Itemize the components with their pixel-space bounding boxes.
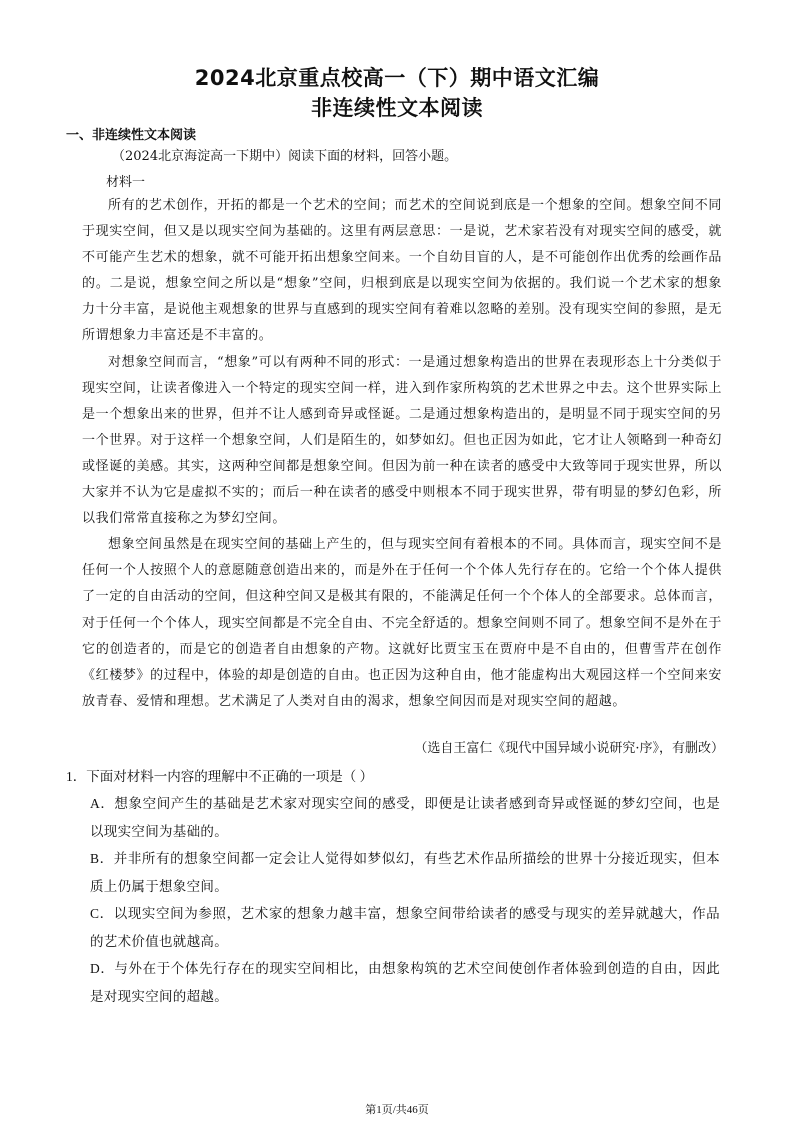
passage-paragraph: 对想象空间而言，“想象”可以有两种不同的形式：一是通过想象构造出的世界在表现形态上十分类似于现实空间，让读者像进入一个特定的现实空间一样，进入到作家所构筑的艺术世界之中去。这个世界实际上是一个想象出来的世界，但并不让人感到奇异或怪诞。二是通过想象构造出的，是明显不同于现实空间的另一个世界。对于这样一个想象空间，人们是陌生的，如梦如幻。但也正因为如此，它才让人领略到一种奇幻或怪诞的美感。其实，这两种空间都是想象空间。但因为前一种在读者的感受中大致等同于现实世界，所以大家并不认为它是虚拟不实的；而后一种在读者的感受中则根本不同于现实世界，带有明显的梦幻色彩，所以我们常常直接称之为梦幻空间。 [82,354,722,527]
document-subtitle: 非连续性文本阅读 [311,96,483,120]
passage-body [82,193,722,715]
answer-option-d: D．与外在于个体先行存在的现实空间相比，由想象构筑的艺术空间使创作者体验到创造的自由，因此是对现实空间的超越。 [90,961,720,1004]
source-note: （2024北京海淀高一下期中）阅读下面的材料，回答小题。 [112,149,458,164]
passage-paragraph: 所有的艺术创作，开拓的都是一个艺术的空间；而艺术的空间说到底是一个想象的空间。想象空间不同于现实空间，但又是以现实空间为基础的。这里有两层意思：一是说，艺术家若没有对现实空间的感受，就不可能产生艺术的想象，就不可能开拓出想象空间来。一个自幼目盲的人，是不可能创作出优秀的绘画作品的。二是说，想象空间之所以是“想象”空间，归根到底是以现实空间为依据的。我们说一个艺术家的想象力十分丰富，是说他主观想象的世界与直感到的现实空间有着难以忽略的差别。没有现实空间的参照，是无所谓想象力丰富还是不丰富的。 [82,198,722,344]
section-heading: 一、非连续性文本阅读 [66,128,197,143]
question-stem: 1．下面对材料一内容的理解中不正确的一项是（ ） [66,769,374,784]
passage-paragraph: 想象空间虽然是在现实空间的基础上产生的，但与现实空间有着根本的不同。具体而言，现实空间不是任何一个人按照个人的意愿随意创造出来的，而是外在于任何一个个体人先行存在的。它给一个个体人提供了一定的自由活动的空间，但这种空间又是极其有限的，不能满足任何一个个体人的全部要求。总体而言，对于任何一个个体人，现实空间都是不完全自由、不完全舒适的。想象空间则不同了。想象空间不是外在于它的创造者的，而是它的创造者自由想象的产物。这就好比贾宝玉在贾府中是不自由的，但曹雪芹在创作《红楼梦》的过程中，体验的却是创造的自由。也正因为这种自由，他才能虚构出大观园这样一个空间来安放青春、爱情和理想。艺术满足了人类对自由的渴求，想象空间因而是对现实空间的超越。 [82,537,722,709]
answer-option-a: A．想象空间产生的基础是艺术家对现实空间的感受，即便是让读者感到奇异或怪诞的梦幻空间，也是以现实空间为基础的。 [90,796,720,839]
material-label: 材料一 [106,175,146,190]
document-title: 2024北京重点校高一（下）期中语文汇编 [194,66,600,90]
page-number: 第1页/共46页 [365,1104,429,1116]
answer-option-c: C．以现实空间为参照，艺术家的想象力越丰富，想象空间带给读者的感受与现实的差异就越大，作品的艺术价值也就越高。 [90,906,720,949]
passage-citation: （选自王富仁《现代中国异域小说研究·序》，有删改） [414,741,724,756]
answer-options [90,790,720,1010]
answer-option-b: B．并非所有的想象空间都一定会让人觉得如梦似幻，有些艺术作品所描绘的世界十分接近现实，但本质上仍属于想象空间。 [90,851,720,894]
